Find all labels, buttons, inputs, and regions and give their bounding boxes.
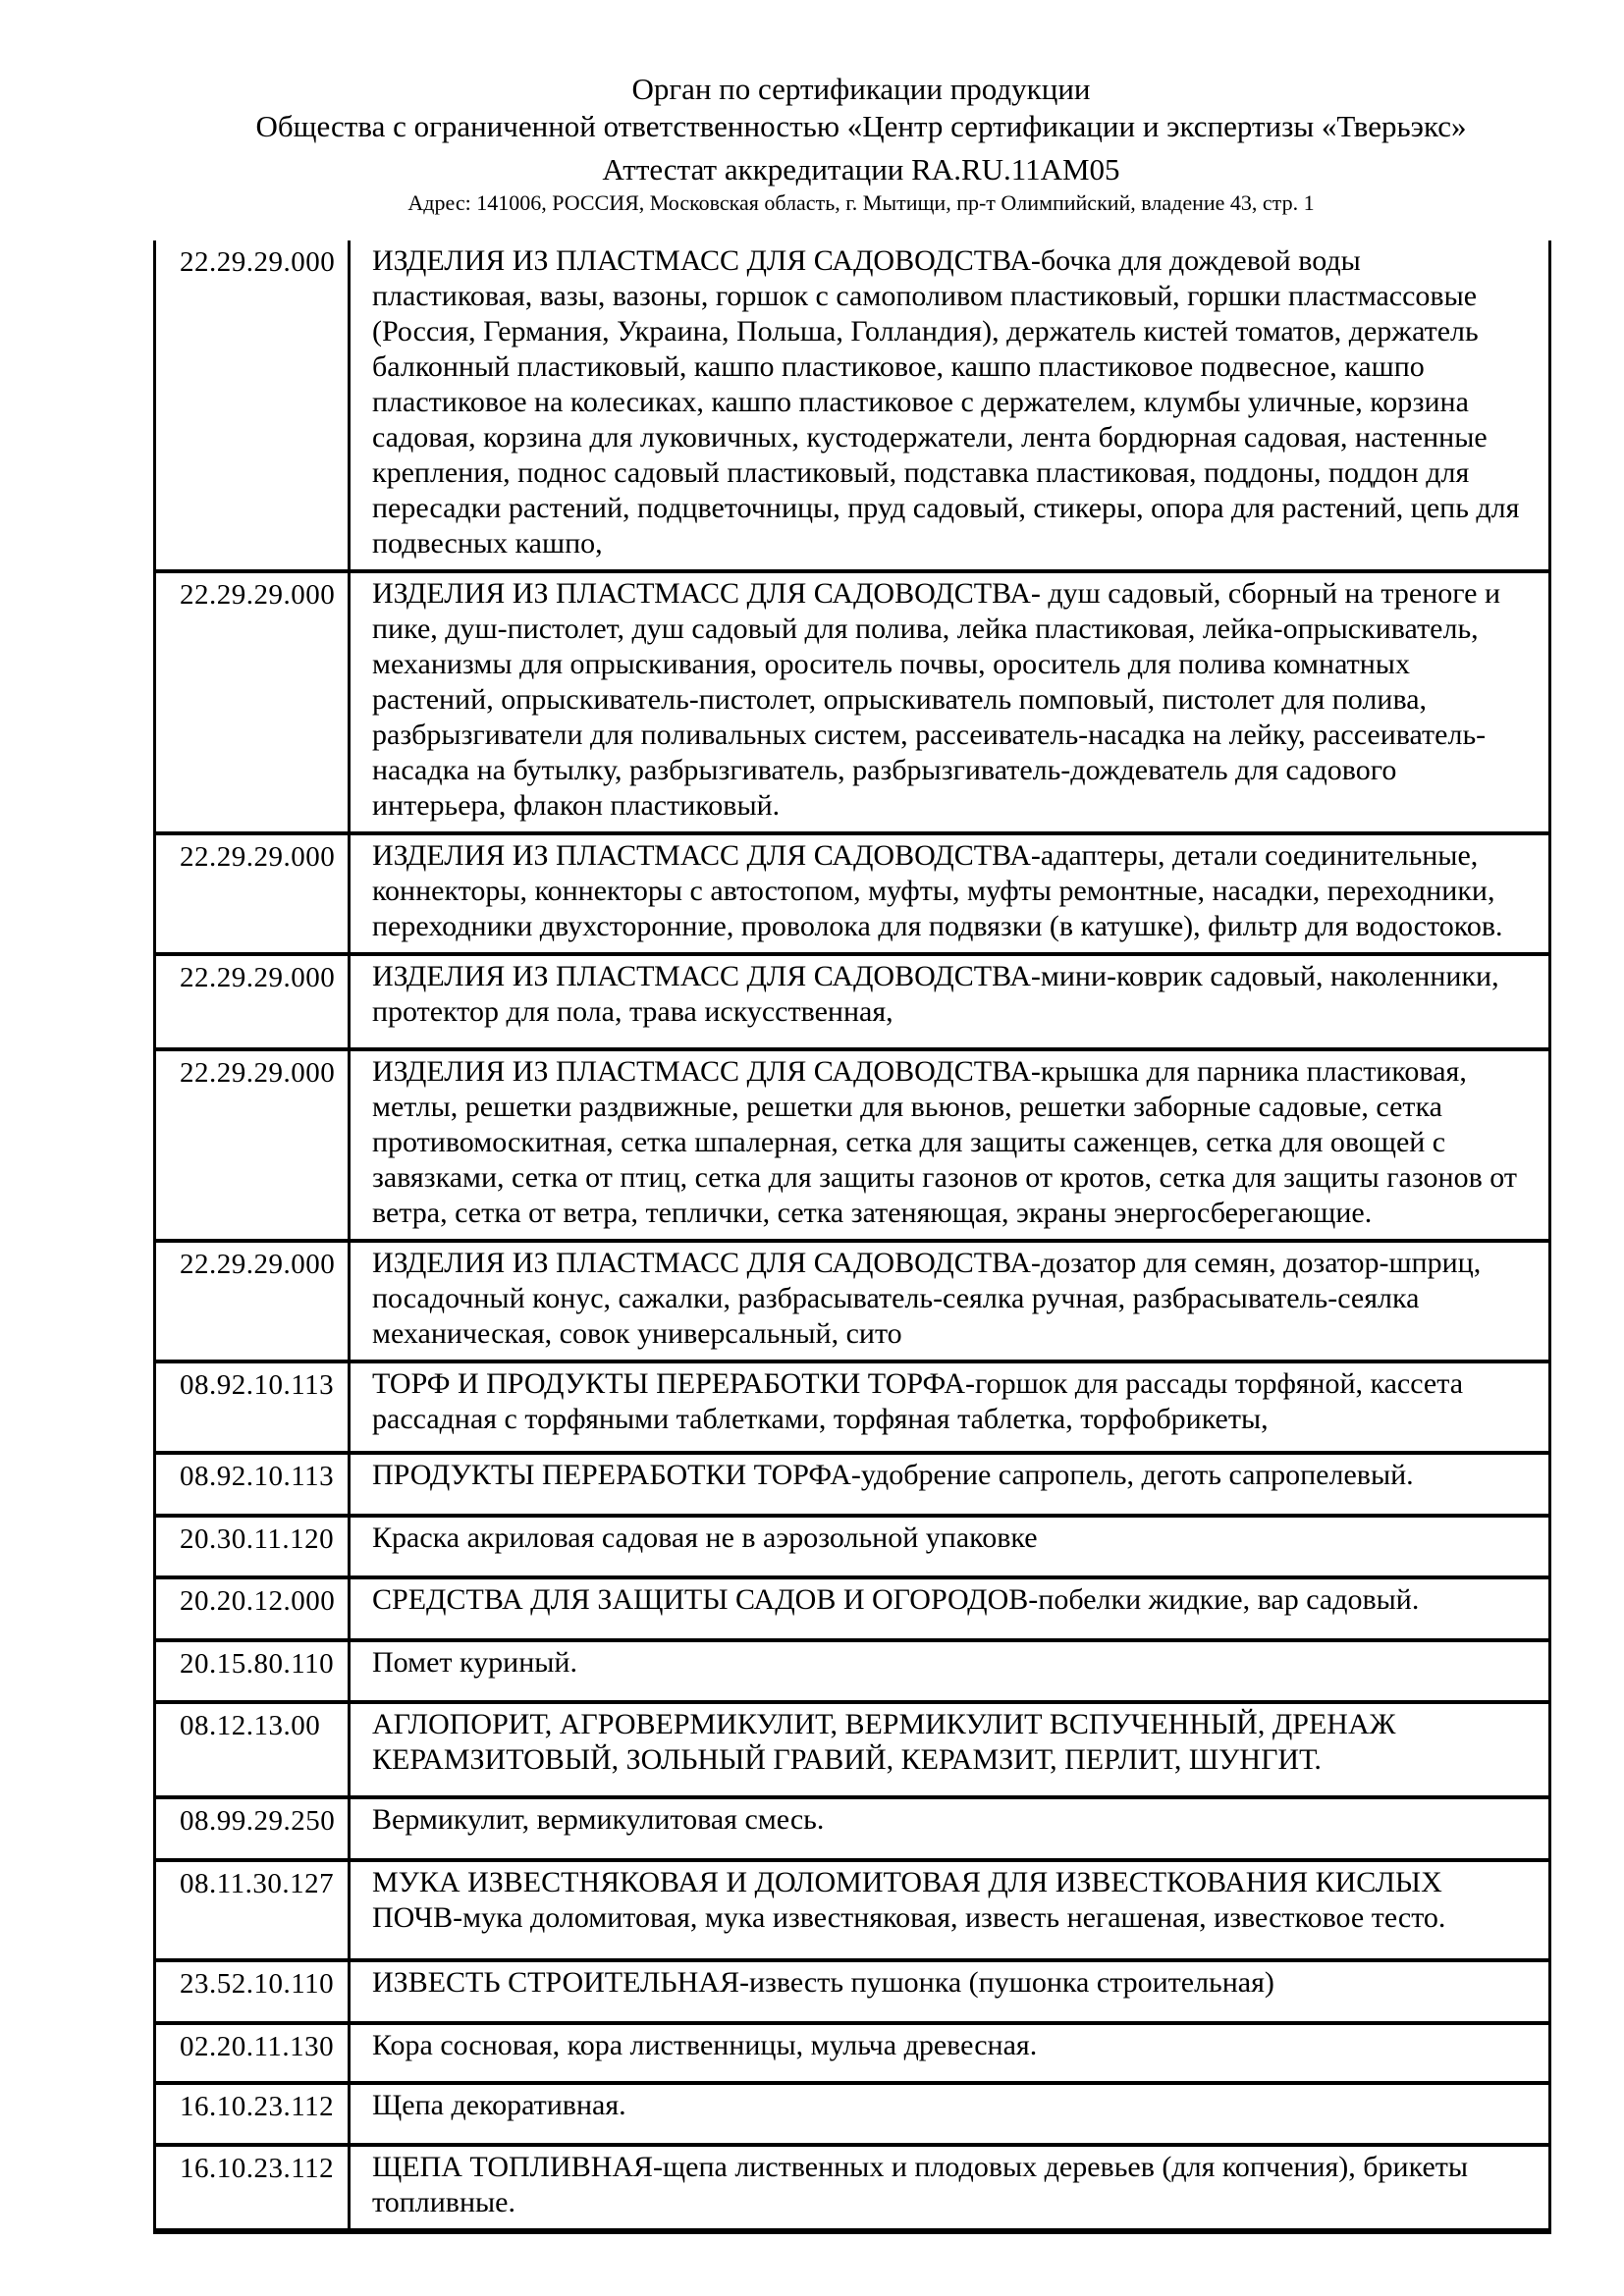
product-description-cell: ИЗДЕЛИЯ ИЗ ПЛАСТМАСС ДЛЯ САДОВОДСТВА-дозатор для семян, дозатор-шприц, посадочный конус, сажалки, разбрасыватель-сеялка ручная, разбрасыватель-сеялка механическая, совок универсальный, сито xyxy=(350,1241,1550,1362)
table-row xyxy=(155,2023,1550,2083)
accreditation-certificate: Аттестат аккредитации RA.RU.11АМ05 xyxy=(602,152,1120,187)
product-code-cell: 08.92.10.113 xyxy=(155,1453,350,1516)
product-description-cell: МУКА ИЗВЕСТНЯКОВАЯ И ДОЛОМИТОВАЯ ДЛЯ ИЗВЕСТКОВАНИЯ КИСЛЫХ ПОЧВ-мука доломитовая, мука известняковая, известь негашеная, известковое тесто. xyxy=(350,1860,1550,1960)
table-row xyxy=(155,2083,1550,2145)
product-description-cell: ИЗДЕЛИЯ ИЗ ПЛАСТМАСС ДЛЯ САДОВОДСТВА-мини-коврик садовый, наколенники, протектор для пола, трава искусственная, xyxy=(350,954,1550,1049)
product-code-cell: 22.29.29.000 xyxy=(155,954,350,1049)
certification-body-title: Орган по сертификации продукции xyxy=(631,72,1091,106)
table-row xyxy=(155,571,1550,833)
table-row xyxy=(155,1241,1550,1362)
product-description-cell: Краска акриловая садовая не в аэрозольной упаковке xyxy=(350,1516,1550,1577)
table-row xyxy=(155,833,1550,954)
product-code-cell: 16.10.23.112 xyxy=(155,2083,350,2145)
product-code-cell: 22.29.29.000 xyxy=(155,571,350,833)
table-row xyxy=(155,2145,1550,2231)
table-row xyxy=(155,1702,1550,1797)
table-row xyxy=(155,1362,1550,1453)
product-description-cell: Помет куриный. xyxy=(350,1640,1550,1702)
table-row xyxy=(155,954,1550,1049)
product-code-cell: 08.99.29.250 xyxy=(155,1797,350,1860)
product-code-cell: 02.20.11.130 xyxy=(155,2023,350,2083)
product-description-cell: Кора сосновая, кора лиственницы, мульча древесная. xyxy=(350,2023,1550,2083)
product-description-cell: ЩЕПА ТОПЛИВНАЯ-щепа лиственных и плодовых деревьев (для копчения), брикеты топливные. xyxy=(350,2145,1550,2231)
table-row xyxy=(155,1049,1550,1241)
product-code-cell: 22.29.29.000 xyxy=(155,240,350,571)
table-row xyxy=(155,1860,1550,1960)
table-row xyxy=(155,1797,1550,1860)
product-code-cell: 22.29.29.000 xyxy=(155,833,350,954)
product-description-cell: ИЗДЕЛИЯ ИЗ ПЛАСТМАСС ДЛЯ САДОВОДСТВА-адаптеры, детали соединительные, коннекторы, коннекторы с автостопом, муфты, муфты ремонтные, насадки, переходники, переходники двухсторонние, проволока для подвязки (в катушке), фильтр для водостоков. xyxy=(350,833,1550,954)
document-header xyxy=(0,0,1612,216)
table-row xyxy=(155,1453,1550,1516)
product-code-cell: 23.52.10.110 xyxy=(155,1960,350,2023)
table-row xyxy=(155,1516,1550,1577)
table-body xyxy=(155,240,1550,2231)
organization-name: Общества с ограниченной ответственностью «Центр сертификации и экспертизы «Тверьэкс» xyxy=(255,109,1467,143)
product-description-cell: ИЗДЕЛИЯ ИЗ ПЛАСТМАСС ДЛЯ САДОВОДСТВА-крышка для парника пластиковая, метлы, решетки раздвижные, решетки для вьюнов, решетки заборные садовые, сетка противомоскитная, сетка шпалерная, сетка для защиты саженцев, сетка для овощей с завязками, сетка от птиц, сетка для защиты газонов от кротов, сетка для защиты газонов от ветра, сетка от ветра, теплички, сетка затеняющая, экраны энергосберегающие. xyxy=(350,1049,1550,1241)
product-description-cell: Щепа декоративная. xyxy=(350,2083,1550,2145)
product-code-cell: 08.12.13.00 xyxy=(155,1702,350,1797)
product-description-cell: СРЕДСТВА ДЛЯ ЗАЩИТЫ САДОВ И ОГОРОДОВ-побелки жидкие, вар садовый. xyxy=(350,1577,1550,1640)
table-row xyxy=(155,1577,1550,1640)
product-code-cell: 16.10.23.112 xyxy=(155,2145,350,2231)
product-code-cell: 20.20.12.000 xyxy=(155,1577,350,1640)
product-codes-table xyxy=(153,240,1551,2234)
product-description-cell: ТОРФ И ПРОДУКТЫ ПЕРЕРАБОТКИ ТОРФА-горшок для рассады торфяной, кассета рассадная с торфяными таблетками, торфяная таблетка, торфобрикеты, xyxy=(350,1362,1550,1453)
product-code-cell: 20.15.80.110 xyxy=(155,1640,350,1702)
table-row xyxy=(155,1640,1550,1702)
product-code-cell: 22.29.29.000 xyxy=(155,1049,350,1241)
product-description-cell: ИЗВЕСТЬ СТРОИТЕЛЬНАЯ-известь пушонка (пушонка строительная) xyxy=(350,1960,1550,2023)
table-row xyxy=(155,1960,1550,2023)
product-code-cell: 08.11.30.127 xyxy=(155,1860,350,1960)
product-description-cell: Вермикулит, вермикулитовая смесь. xyxy=(350,1797,1550,1860)
product-code-cell: 20.30.11.120 xyxy=(155,1516,350,1577)
product-description-cell: ИЗДЕЛИЯ ИЗ ПЛАСТМАСС ДЛЯ САДОВОДСТВА-бочка для дождевой воды пластиковая, вазы, вазоны, горшок с самополивом пластиковый, горшки пластмассовые (Россия, Германия, Украина, Польша, Голландия), держатель кистей томатов, держатель балконный пластиковый, кашпо пластиковое, кашпо пластиковое подвесное, кашпо пластиковое на колесиках, кашпо пластиковое с держателем, клумбы уличные, корзина садовая, корзина для луковичных, кустодержатели, лента бордюрная садовая, настенные крепления, поднос садовый пластиковый, подставка пластиковая, поддоны, поддон для пересадки растений, подцветочницы, пруд садовый, стикеры, опора для растений, цепь для подвесных кашпо, xyxy=(350,240,1550,571)
table-row xyxy=(155,240,1550,571)
product-code-cell: 08.92.10.113 xyxy=(155,1362,350,1453)
product-description-cell: ПРОДУКТЫ ПЕРЕРАБОТКИ ТОРФА-удобрение сапропель, деготь сапропелевый. xyxy=(350,1453,1550,1516)
product-code-cell: 22.29.29.000 xyxy=(155,1241,350,1362)
organization-address: Адрес: 141006, РОССИЯ, Московская область, г. Мытищи, пр-т Олимпийский, владение 43, стр. 1 xyxy=(407,190,1315,215)
product-description-cell: АГЛОПОРИТ, АГРОВЕРМИКУЛИТ, ВЕРМИКУЛИТ ВСПУЧЕННЫЙ, ДРЕНАЖ КЕРАМЗИТОВЫЙ, ЗОЛЬНЫЙ ГРАВИЙ, КЕРАМЗИТ, ПЕРЛИТ, ШУНГИТ. xyxy=(350,1702,1550,1797)
product-description-cell: ИЗДЕЛИЯ ИЗ ПЛАСТМАСС ДЛЯ САДОВОДСТВА- душ садовый, сборный на треноге и пике, душ-пистолет, душ садовый для полива, лейка пластиковая, лейка-опрыскиватель, механизмы для опрыскивания, ороситель почвы, ороситель для полива комнатных растений, опрыскиватель-пистолет, опрыскиватель помповый, пистолет для полива, разбрызгиватели для поливальных систем, рассеиватель-насадка на лейку, рассеиватель-насадка на бутылку, разбрызгиватель, разбрызгиватель-дождеватель для садового интерьера, флакон пластиковый. xyxy=(350,571,1550,833)
